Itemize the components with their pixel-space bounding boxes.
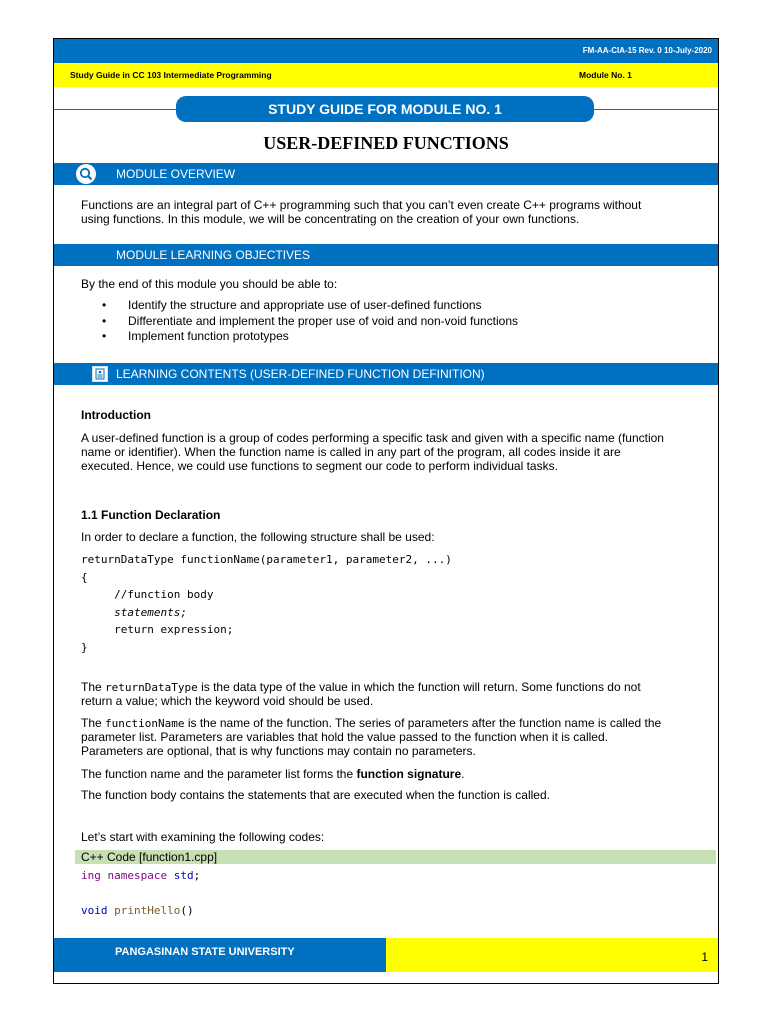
- objective-item: • Identify the structure and appropriate use of user-defined functions: [102, 298, 482, 312]
- code-line: return expression;: [81, 623, 234, 636]
- module-overview-heading: MODULE OVERVIEW: [116, 167, 236, 181]
- function-signature-paragraph: The function name and the parameter list forms the function signature.: [81, 767, 465, 781]
- overview-text-line1: Functions are an integral part of C++ programming such that you can’t even create C++ programs without: [81, 198, 642, 212]
- examine-codes-intro: Let’s start with examining the following codes:: [81, 830, 325, 844]
- footer-page-bar: [386, 938, 718, 972]
- function-name-paragraph-line1: The functionName is the name of the function. The series of parameters after the function name is called the: [81, 716, 662, 730]
- course-title: Study Guide in CC 103 Intermediate Programming: [70, 70, 272, 80]
- university-name: PANGASINAN STATE UNIVERSITY: [115, 946, 295, 958]
- module-overview-header: [54, 163, 718, 185]
- introduction-line1: A user-defined function is a group of codes performing a specific task and given with a specific name (function: [81, 431, 664, 445]
- objectives-intro: By the end of this module you should be able to:: [81, 277, 338, 291]
- learning-objectives-header: [54, 244, 718, 266]
- code-line: void printHello(): [81, 904, 194, 917]
- introduction-line2: name or identifier). When the function name is called in any part of the program, all codes inside it are: [81, 445, 621, 459]
- overview-text-line2: using functions. In this module, we will be concentrating on the creation of your own functions.: [81, 212, 580, 226]
- declaration-intro: In order to declare a function, the following structure shall be used:: [81, 530, 435, 544]
- objective-item: • Differentiate and implement the proper use of void and non-void functions: [102, 314, 519, 328]
- objective-item: • Implement function prototypes: [102, 329, 289, 343]
- learning-contents-heading: LEARNING CONTENTS (USER-DEFINED FUNCTION DEFINITION): [116, 367, 485, 381]
- return-type-paragraph-line1: The returnDataType is the data type of the value in which the function will return. Some functions do not: [81, 680, 641, 694]
- code-line: //function body: [81, 588, 214, 601]
- introduction-line3: executed. Hence, we could use functions to segment our code to perform individual tasks.: [81, 459, 558, 473]
- function-name-paragraph-line3: Parameters are optional, that is why functions may contain no parameters.: [81, 744, 476, 758]
- code-line: {: [81, 571, 88, 584]
- learning-contents-header: [54, 363, 718, 385]
- return-type-paragraph-line2: return a value; which the keyword void should be used.: [81, 694, 374, 708]
- code-line: ing namespace std;: [81, 869, 201, 882]
- header-bar: [54, 63, 718, 87]
- learning-objectives-heading: MODULE LEARNING OBJECTIVES: [116, 248, 311, 262]
- code-box-label: C++ Code [function1.cpp]: [75, 850, 716, 864]
- page-title: USER-DEFINED FUNCTIONS: [263, 133, 509, 153]
- introduction-heading: Introduction: [81, 408, 151, 422]
- module-number: Module No. 1: [579, 70, 632, 80]
- title-banner: STUDY GUIDE FOR MODULE NO. 1: [176, 96, 594, 122]
- code-line: }: [81, 641, 88, 654]
- function-declaration-heading: 1.1 Function Declaration: [81, 508, 221, 522]
- function-body-paragraph: The function body contains the statements that are executed when the function is called.: [81, 788, 550, 802]
- page: [53, 38, 719, 984]
- form-code: FM-AA-CIA-15 Rev. 0 10-July-2020: [54, 39, 718, 63]
- magnifier-icon: [76, 164, 96, 184]
- footer-university-bar: [54, 938, 386, 972]
- page-number: 1: [701, 950, 708, 964]
- document-icon: [92, 366, 108, 382]
- code-line: statements;: [81, 606, 187, 619]
- code-line: returnDataType functionName(parameter1, parameter2, ...): [81, 553, 452, 566]
- function-name-paragraph-line2: parameter list. Parameters are variables that hold the value passed to the function when it is called.: [81, 730, 608, 744]
